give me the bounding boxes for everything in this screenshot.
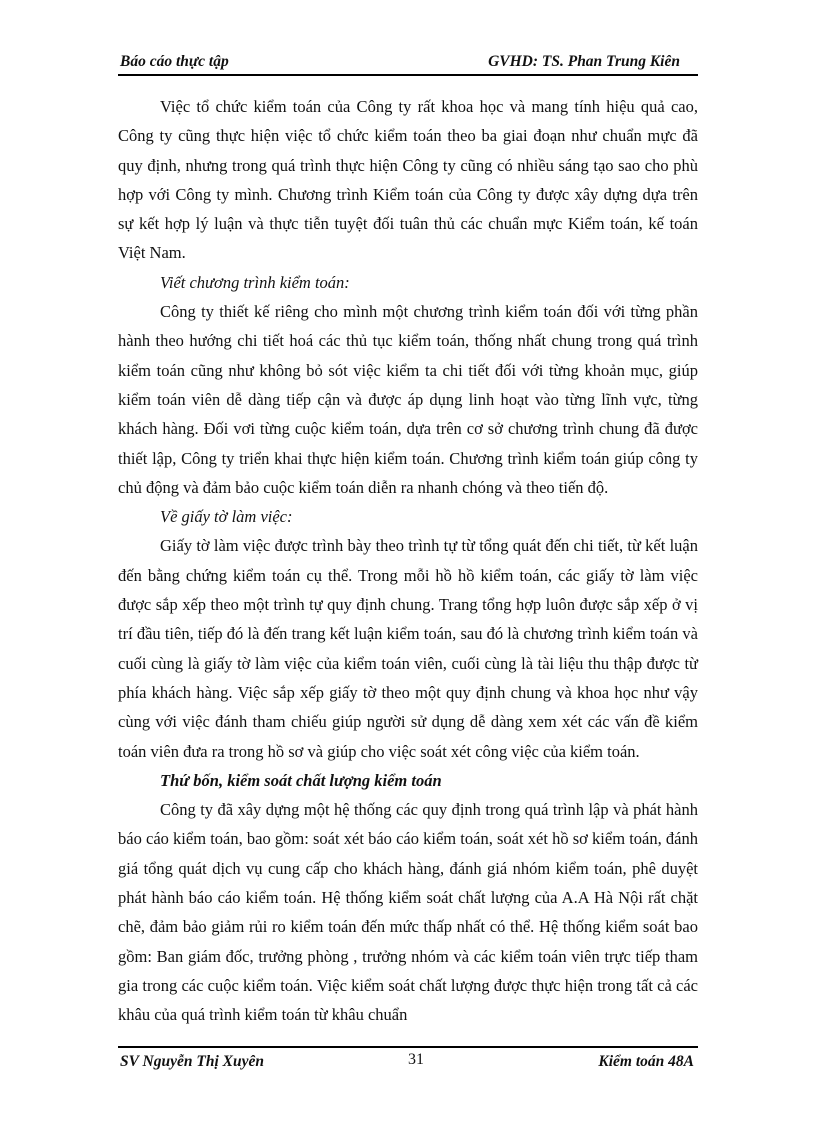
subheading-audit-program: Viết chương trình kiểm toán:	[160, 272, 350, 292]
paragraph-audit-program: Công ty thiết kế riêng cho mình một chương trình kiểm toán đối với từng phần hành theo hướng chi tiết hoá các thủ tục kiểm toán, thống nhất chung trong quá trình kiểm toán cũng như không bỏ sót việc kiểm ta chi tiết đối với từng khoản mục, giúp kiểm toán viên dễ dàng tiếp cận và được áp dụng linh hoạt vào từng lĩnh vực, từng khách hàng. Đối vơi từng cuộc kiểm toán, dựa trên cơ sở chương trình chung đã được thiết lập, Công ty triển khai thực hiện kiểm toán. Chương trình kiểm toán giúp công ty chủ động và đảm bảo cuộc kiểm toán diễn ra nhanh chóng và theo tiến độ.	[118, 302, 698, 497]
footer-student-name: SV Nguyễn Thị Xuyên	[120, 1053, 264, 1070]
paragraph-audit-organization: Việc tổ chức kiểm toán của Công ty rất khoa học và mang tính hiệu quả cao, Công ty cũng thực hiện việc tổ chức kiểm toán theo ba giai đoạn như chuẩn mực đã quy định, nhưng trong quá trình thực hiện Công ty cũng có nhiều sáng tạo sao cho phù hợp với Công ty mình. Chương trình Kiểm toán của Công ty được xây dựng dựa trên sự kết hợp lý luận và thực tiễn tuyệt đối tuân thủ các chuẩn mực Kiểm toán, kế toán Việt Nam.	[118, 97, 698, 263]
page-header	[118, 52, 698, 76]
page-number: 31	[408, 1051, 424, 1068]
page-footer	[118, 1046, 698, 1074]
footer-class-name: Kiểm toán 48A	[598, 1053, 694, 1070]
page-body	[118, 92, 698, 1030]
section-heading-quality-control: Thứ bốn, kiểm soát chất lượng kiểm toán	[160, 770, 442, 790]
paragraph-working-papers: Giấy tờ làm việc được trình bày theo trình tự từ tổng quát đến chi tiết, từ kết luận đến bằng chứng kiểm toán cụ thể. Trong mỗi hồ hồ kiểm toán, các giấy tờ làm việc được sắp xếp theo một trình tự quy định chung. Trang tổng hợp luôn được sắp xếp ở vị trí đầu tiên, tiếp đó là đến trang kết luận kiểm toán, sau đó là chương trình kiểm toán và cuối cùng là giấy tờ làm việc của kiểm toán viên, cuối cùng là tài liệu thu thập được từ phía khách hàng. Việc sắp xếp giấy tờ theo một quy định chung và khoa học như vậy cùng với việc đánh tham chiếu giúp người sử dụng dễ dàng xem xét các vấn đề kiểm toán viên đưa ra trong hồ sơ và giúp cho việc soát xét công việc của kiểm toán.	[118, 536, 698, 761]
paragraph-quality-control: Công ty đã xây dựng một hệ thống các quy định trong quá trình lập và phát hành báo cáo kiểm toán, bao gồm: soát xét báo cáo kiểm toán, soát xét hồ sơ kiểm toán, đánh giá tổng quát dịch vụ cung cấp cho khách hàng, đánh giá nhóm kiểm toán, phê duyệt phát hành báo cáo kiểm toán. Hệ thống kiểm soát chất lượng của A.A Hà Nội rất chặt chẽ, đảm bảo giảm rủi ro kiểm toán đến mức thấp nhất có thể. Hệ thống kiểm soát bao gồm: Ban giám đốc, trưởng phòng , trưởng nhóm và các kiểm toán viên trực tiếp tham gia trong các cuộc kiểm toán. Việc kiểm soát chất lượng được thực hiện trong tất cả các khâu của quá trình kiểm toán từ khâu chuẩn	[118, 800, 698, 1025]
subheading-working-papers: Về giấy tờ làm việc:	[160, 507, 293, 527]
header-report-title: Báo cáo thực tập	[120, 53, 229, 70]
header-supervisor: GVHD: TS. Phan Trung Kiên	[488, 53, 680, 70]
